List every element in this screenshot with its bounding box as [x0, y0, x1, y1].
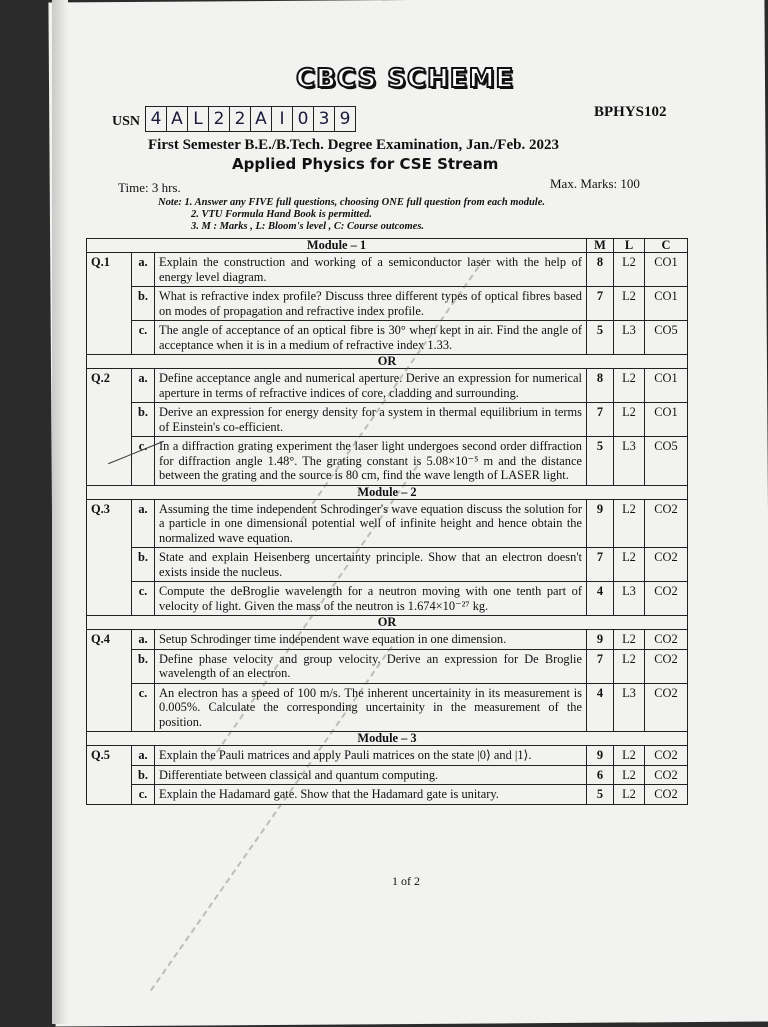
sub-question-label: c.: [132, 683, 155, 732]
course-outcome: CO2: [645, 746, 688, 766]
question-number: Q.1: [87, 253, 132, 355]
marks-value: 4: [587, 683, 614, 732]
marks-value: 8: [587, 253, 614, 287]
sub-question-label: c.: [132, 321, 155, 355]
question-row: [87, 746, 688, 766]
question-number: Q.2: [87, 369, 132, 486]
sub-question-label: c.: [132, 785, 155, 805]
blooms-level: L2: [614, 369, 645, 403]
blooms-level: L2: [614, 785, 645, 805]
course-outcome: CO2: [645, 582, 688, 616]
question-table: [86, 238, 688, 805]
sub-question-label: b.: [132, 548, 155, 582]
question-text: State and explain Heisenberg uncertainty principle. Show that an electron doesn't exists inside the nucleus.: [155, 548, 587, 582]
question-row: [87, 499, 688, 548]
course-outcome: CO2: [645, 649, 688, 683]
marks-value: 5: [587, 437, 614, 486]
sub-question-label: a.: [132, 499, 155, 548]
question-text: In a diffraction grating experiment the laser light undergoes second order diffraction for diffraction angle 1.48°. The grating constant is 5.08×10⁻⁵ m and the distance between the grating and the source is 80 cm, find the wave length of LASER light.: [155, 437, 587, 486]
sub-question-label: b.: [132, 765, 155, 785]
marks-value: 7: [587, 649, 614, 683]
marks-value: 9: [587, 499, 614, 548]
question-text: Assuming the time independent Schrodinger's wave equation discuss the solution for a particle in one dimensional potential well of infinite height and hence obtain the normalized wave equation.: [155, 499, 587, 548]
level-column-header: L: [614, 239, 645, 253]
course-outcome: CO1: [645, 287, 688, 321]
course-outcome: CO1: [645, 253, 688, 287]
exam-title: First Semester B.E./B.Tech. Degree Examination, Jan./Feb. 2023: [148, 137, 559, 153]
question-text: Explain the Hadamard gate. Show that the Hadamard gate is unitary.: [155, 785, 587, 805]
blooms-level: L2: [614, 765, 645, 785]
sub-question-label: a.: [132, 630, 155, 650]
question-text: The angle of acceptance of an optical fibre is 30° when kept in air. Find the angle of acceptance when it is in a medium of refractive index 1.33.: [155, 321, 587, 355]
course-outcome: CO2: [645, 499, 688, 548]
outcome-column-header: C: [645, 239, 688, 253]
question-text: Derive an expression for energy density for a system in thermal equilibrium in terms of Einstein's co-efficient.: [155, 403, 587, 437]
question-row: [87, 321, 688, 355]
usn-boxes: [146, 106, 356, 132]
question-row: [87, 683, 688, 732]
question-row: [87, 649, 688, 683]
exam-notes: [158, 197, 545, 233]
course-outcome: CO5: [645, 321, 688, 355]
exam-duration: Time: 3 hrs.: [118, 180, 181, 195]
page-number: 1 of 2: [392, 874, 420, 888]
marks-value: 7: [587, 287, 614, 321]
note-line: 3. M : Marks , L: Bloom's level , C: Course outcomes.: [191, 221, 425, 232]
sub-question-label: b.: [132, 287, 155, 321]
question-row: [87, 403, 688, 437]
question-text: Explain the construction and working of a semiconductor laser with the help of energy level diagram.: [155, 253, 587, 287]
question-text: Define acceptance angle and numerical aperture. Derive an expression for numerical aperture in terms of refractive indices of core, cladding and surrounding.: [155, 369, 587, 403]
module-heading: Module – 3: [87, 732, 688, 746]
or-row: [87, 616, 688, 630]
scheme-logo: CBCS SCHEME: [296, 64, 515, 94]
or-divider: OR: [87, 355, 688, 369]
course-outcome: CO2: [645, 683, 688, 732]
module-header-row: [87, 732, 688, 746]
module-heading: Module – 2: [87, 485, 688, 499]
usn-digit: 9: [334, 106, 356, 132]
or-divider: OR: [87, 616, 688, 630]
course-outcome: CO1: [645, 369, 688, 403]
note-line: 2. VTU Formula Hand Book is permitted.: [191, 209, 372, 220]
blooms-level: L2: [614, 253, 645, 287]
question-row: [87, 765, 688, 785]
question-number: Q.5: [87, 746, 132, 805]
sub-question-label: b.: [132, 649, 155, 683]
marks-value: 5: [587, 785, 614, 805]
question-row: [87, 253, 688, 287]
course-outcome: CO2: [645, 630, 688, 650]
usn-digit: 0: [292, 106, 314, 132]
question-text: Differentiate between classical and quantum computing.: [155, 765, 587, 785]
usn-digit: 2: [229, 106, 251, 132]
question-text: Setup Schrodinger time independent wave equation in one dimension.: [155, 630, 587, 650]
module-header-row: [87, 485, 688, 499]
marks-value: 6: [587, 765, 614, 785]
marks-value: 7: [587, 548, 614, 582]
module-header-row: [87, 239, 688, 253]
usn-label: USN: [112, 114, 141, 129]
blooms-level: L3: [614, 321, 645, 355]
usn-digit: 2: [208, 106, 230, 132]
question-row: [87, 287, 688, 321]
course-outcome: CO5: [645, 437, 688, 486]
usn-digit: A: [250, 106, 272, 132]
blooms-level: L2: [614, 630, 645, 650]
question-text: Compute the deBroglie wavelength for a neutron moving with one tenth part of velocity of light. Given the mass of the neutron is 1.674×10⁻²⁷ kg.: [155, 582, 587, 616]
blooms-level: L2: [614, 548, 645, 582]
question-row: [87, 437, 688, 486]
marks-value: 4: [587, 582, 614, 616]
question-number: Q.3: [87, 499, 132, 616]
sub-question-label: a.: [132, 746, 155, 766]
usn-digit: 3: [313, 106, 335, 132]
marks-value: 9: [587, 630, 614, 650]
course-outcome: CO2: [645, 548, 688, 582]
usn-digit: L: [187, 106, 209, 132]
question-row: [87, 548, 688, 582]
blooms-level: L2: [614, 403, 645, 437]
page-edge-shadow: [52, 0, 68, 1024]
blooms-level: L3: [614, 582, 645, 616]
question-text: What is refractive index profile? Discuss three different types of optical fibres based on modes of propagation and refractive index profile.: [155, 287, 587, 321]
blooms-level: L2: [614, 649, 645, 683]
question-row: [87, 630, 688, 650]
sub-question-label: c.: [132, 582, 155, 616]
course-outcome: CO1: [645, 403, 688, 437]
sub-question-label: c.: [132, 437, 155, 486]
question-text: Explain the Pauli matrices and apply Pauli matrices on the state |0⟩ and |1⟩.: [155, 746, 587, 766]
question-text: An electron has a speed of 100 m/s. The inherent uncertainity in its measurement is 0.005%. Calculate the corresponding uncertainity in the measurement of the position.: [155, 683, 587, 732]
subject-title: Applied Physics for CSE Stream: [232, 155, 499, 173]
question-number: Q.4: [87, 630, 132, 732]
subject-code: BPHYS102: [594, 104, 667, 120]
blooms-level: L3: [614, 437, 645, 486]
marks-value: 9: [587, 746, 614, 766]
sub-question-label: a.: [132, 369, 155, 403]
max-marks: Max. Marks: 100: [550, 176, 640, 191]
usn-digit: 4: [145, 106, 167, 132]
blooms-level: L2: [614, 287, 645, 321]
question-row: [87, 369, 688, 403]
usn-digit: I: [271, 106, 293, 132]
sub-question-label: a.: [132, 253, 155, 287]
marks-value: 5: [587, 321, 614, 355]
note-line: Note: 1. Answer any FIVE full questions, choosing ONE full question from each module.: [158, 197, 545, 208]
course-outcome: CO2: [645, 765, 688, 785]
question-row: [87, 582, 688, 616]
blooms-level: L2: [614, 499, 645, 548]
question-row: [87, 785, 688, 805]
question-text: Define phase velocity and group velocity. Derive an expression for De Broglie wavelength of an electron.: [155, 649, 587, 683]
course-outcome: CO2: [645, 785, 688, 805]
marks-column-header: M: [587, 239, 614, 253]
marks-value: 8: [587, 369, 614, 403]
usn-digit: A: [166, 106, 188, 132]
blooms-level: L3: [614, 683, 645, 732]
blooms-level: L2: [614, 746, 645, 766]
marks-value: 7: [587, 403, 614, 437]
module-heading: Module – 1: [87, 239, 587, 253]
sub-question-label: b.: [132, 403, 155, 437]
or-row: [87, 355, 688, 369]
